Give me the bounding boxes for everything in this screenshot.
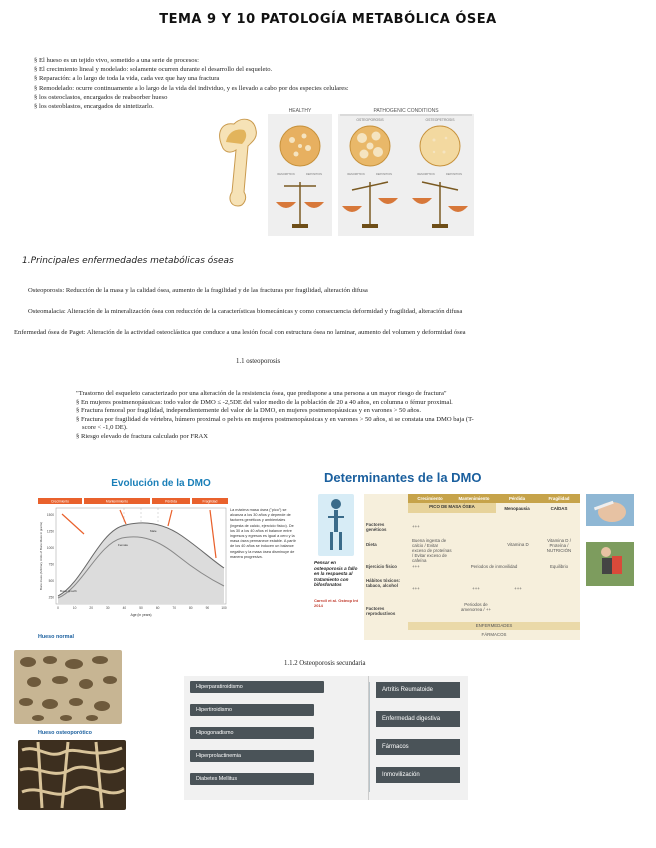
table-cell: +++ xyxy=(412,564,420,569)
svg-text:RESORPTION: RESORPTION xyxy=(417,173,435,176)
svg-text:RESORPTION: RESORPTION xyxy=(277,173,295,176)
hueso-normal-label: Hueso normal xyxy=(38,634,74,640)
x-tick-label: 50 xyxy=(139,606,143,610)
intro-bullet: § Remodelado: ocurre continuamente a lo largo de la vida del individuo, y es llevado a cabo por dos especies celulares: xyxy=(34,84,349,92)
cause-item: Hipogonadismo xyxy=(190,727,314,739)
table-cell: Vitamina D / Proteína / NUTRICIÓN xyxy=(546,538,572,553)
column-header: Crecimiento xyxy=(417,496,443,501)
x-tick-label: 70 xyxy=(172,606,176,610)
photo-exercise xyxy=(586,542,634,586)
column-header: Mantenimiento xyxy=(458,496,490,501)
footer-row: ENFERMEDADES xyxy=(475,623,513,628)
curve-label: Bone growth xyxy=(60,589,77,593)
definition-osteomalacia: Osteomalacia: Alteración de la mineralización ósea con reducción de la características biomecánicas y como consecuencia deformidad y fragilidad, alteración difusa xyxy=(28,308,463,315)
phase-label: Fragilidad xyxy=(202,499,218,504)
y-axis-label: Bone mass (Arbitrary Units of Bone Mass in grams) xyxy=(39,521,43,591)
evolucion-title: Evolución de la DMO xyxy=(111,478,211,489)
subsection-heading-secundaria: 1.1.2 Osteoporosis secundaria xyxy=(284,660,366,667)
section-heading: 1.Principales enfermedades metabólicas óseas xyxy=(22,256,234,266)
criteria-line: § En mujeres postmenopáusicas: todo valor de DMO ≤ -2,5DE del valor medio de la población de 20 a 40 años, en columna o fémur proximal. xyxy=(76,398,453,406)
table-cell: +++ xyxy=(472,586,480,591)
subheader: PICO DE MASA ÓSEA xyxy=(429,504,475,509)
definition-osteoporosis: Osteoporosis: Reducción de la masa y la calidad ósea, aumento de la fragilidad y de las fracturas por fragilidad, alteración difusa xyxy=(28,287,368,294)
subheader: Menopausia xyxy=(504,506,530,511)
cause-item: Inmovilización xyxy=(376,767,460,783)
citation: Carroll et al. Osteop Int 2014 xyxy=(314,598,359,608)
osteoporosis-label: OSTEOPOROSIS xyxy=(356,118,384,122)
criteria-line: score < -1,0 DE). xyxy=(82,424,128,432)
y-tick-label: 1500 xyxy=(46,513,54,517)
table-cell: +++ xyxy=(514,586,522,591)
criteria-line: § Riesgo elevado de fractura calculado por FRAX xyxy=(76,432,209,440)
osteoporotic-bone-image xyxy=(18,740,126,810)
y-tick-label: 750 xyxy=(48,562,54,567)
x-tick-label: 10 xyxy=(72,606,77,610)
healthy-label: HEALTHY xyxy=(288,108,312,114)
evolucion-note: La máxima masa ósea ("pico") se alcanza a los 30 años y depende de factores genéticos y ambientales (ingesta de calcio, ejercicio físico). De los 30 a los 40 años el balance entre ingresos y egresos es igual a cero y la masa ósea permanece estable. A partir de los 40 años se inducen un balance negativo y la masa ósea disminuye de manera progresiva. xyxy=(230,508,296,559)
svg-text:RESORPTION: RESORPTION xyxy=(347,173,365,176)
osteopetrosis-label: OSTEOPETROSIS xyxy=(425,118,455,122)
intro-bullet: § los osteoblastos, encargados de sintetizarlo. xyxy=(34,103,154,111)
x-tick-label: 100 xyxy=(221,606,227,610)
table-cell: Vitamina D xyxy=(507,542,529,547)
bone-remodeling-illustration xyxy=(214,102,476,240)
svg-text:DEPOSITION: DEPOSITION xyxy=(376,173,392,176)
cause-item: Enfermedad digestiva xyxy=(376,711,460,727)
footer-row: FÁRMACOS xyxy=(481,632,507,637)
skeleton-image xyxy=(318,494,354,556)
definition-paget: Enfermedad ósea de Paget: Alteración de la actividad osteoclástica que conduce a una lesión focal con estructura ósea no laminar, aumento del volumen y deformidad ósea xyxy=(14,329,466,336)
row-label: Ejercicio físico xyxy=(366,564,397,569)
criteria-line: § Fractura por fragilidad de vértebra, húmero proximal o pelvis en mujeres postmenopáusicas y en varones > 50 años, si se constata una DMO baja (T- xyxy=(76,415,474,423)
curve-label: Female xyxy=(118,543,129,547)
svg-text:DEPOSITION: DEPOSITION xyxy=(306,173,322,176)
phase-label: Pérdida xyxy=(165,499,177,504)
intro-bullet: § El hueso es un tejido vivo, sometido a una serie de procesos: xyxy=(34,57,199,64)
column-header: Fragilidad xyxy=(548,496,570,501)
column-header: Pérdida xyxy=(508,496,526,501)
osteoporosis-criteria xyxy=(76,390,586,442)
x-tick-label: 90 xyxy=(205,606,210,610)
row-label: Hábitos tóxicos: tabaco, alcohol xyxy=(366,578,401,588)
intro-bullet: § los osteoclastos, encargados de reabsorber hueso xyxy=(34,93,168,101)
curve-label: Male xyxy=(150,529,157,533)
determinantes-title: Determinantes de la DMO xyxy=(324,470,482,485)
cause-item: Artritis Reumatoide xyxy=(376,682,460,698)
table-cell: Buena ingesta de calcio / Evitar exceso de proteínas / Evitar exceso de cafeína xyxy=(412,538,452,563)
row-label: Factores genéticos xyxy=(366,522,387,532)
y-tick-label: 1250 xyxy=(46,529,54,534)
table-cell: Periodos de amenorrea / ++ xyxy=(460,602,492,612)
x-tick-label: 80 xyxy=(189,606,193,610)
x-tick-label: 60 xyxy=(155,606,160,610)
row-label: Dieta xyxy=(366,542,377,547)
x-axis-label: Age (in years) xyxy=(130,613,152,617)
y-tick-label: 1000 xyxy=(46,546,54,550)
subheader: CAÍDAS xyxy=(550,506,568,511)
y-tick-label: 250 xyxy=(48,595,54,600)
x-tick-label: 20 xyxy=(89,606,93,610)
x-tick-label: 0 xyxy=(57,606,59,610)
side-note: Pensar en osteoporosis a fallo en la respuesta al tratamiento con bifosfonatos xyxy=(314,560,358,588)
hueso-osteoporotico-label: Hueso osteoporótico xyxy=(38,730,92,736)
table-cell: Periodos de inmovilidad xyxy=(470,564,518,569)
bone-remodeling-figure xyxy=(214,102,476,240)
criteria-line: § Fractura femoral por fragilidad, independientemente del valor de la DMO, en mujeres postmenopáusicas y en varones > 50 años. xyxy=(76,407,422,415)
x-tick-label: 30 xyxy=(106,606,110,610)
evolucion-dmo-panel xyxy=(22,474,300,624)
svg-text:DEPOSITION: DEPOSITION xyxy=(446,173,462,176)
table-cell: +++ xyxy=(412,586,420,591)
table-cell: +++ xyxy=(412,524,420,529)
phase-label: Crecimiento xyxy=(50,499,70,504)
row-label: Factores reproductivos xyxy=(366,606,396,616)
criteria-line: "Trastorno del esqueleto caracterizado por una alteración de la resistencia ósea, que predispone a una persona a un mayor riesgo de fractura" xyxy=(76,390,447,397)
cause-item: Hiperparatiroidismo xyxy=(190,681,324,693)
determinantes-panel xyxy=(310,466,654,644)
cause-item: Hipertiroidismo xyxy=(190,704,314,716)
pathogenic-label: PATHOGENIC CONDITIONS xyxy=(373,108,439,114)
cause-item: Fármacos xyxy=(376,739,460,755)
intro-bullet: § Reparación: a lo largo de toda la vida, cada vez que hay una fractura xyxy=(34,75,220,83)
y-tick-label: 500 xyxy=(48,579,54,583)
page-title: TEMA 9 Y 10 PATOLOGÍA METABÓLICA ÓSEA xyxy=(159,12,497,27)
determinantes-table xyxy=(364,494,580,640)
phase-label: Mantenimiento xyxy=(105,499,129,504)
subsection-heading: 1.1 osteoporosis xyxy=(236,358,281,365)
x-tick-label: 40 xyxy=(122,606,127,610)
normal-bone-image xyxy=(14,650,122,724)
intro-bullet: § El crecimiento lineal y modelado: solamente ocurren durante el desarrollo del esqueleto. xyxy=(34,66,273,74)
cause-item: Hiperprolactinemia xyxy=(190,750,314,762)
photo-injection xyxy=(586,494,634,526)
cause-item: Diabetes Mellitus xyxy=(190,773,314,785)
table-cell: Equilibrio xyxy=(549,564,569,569)
